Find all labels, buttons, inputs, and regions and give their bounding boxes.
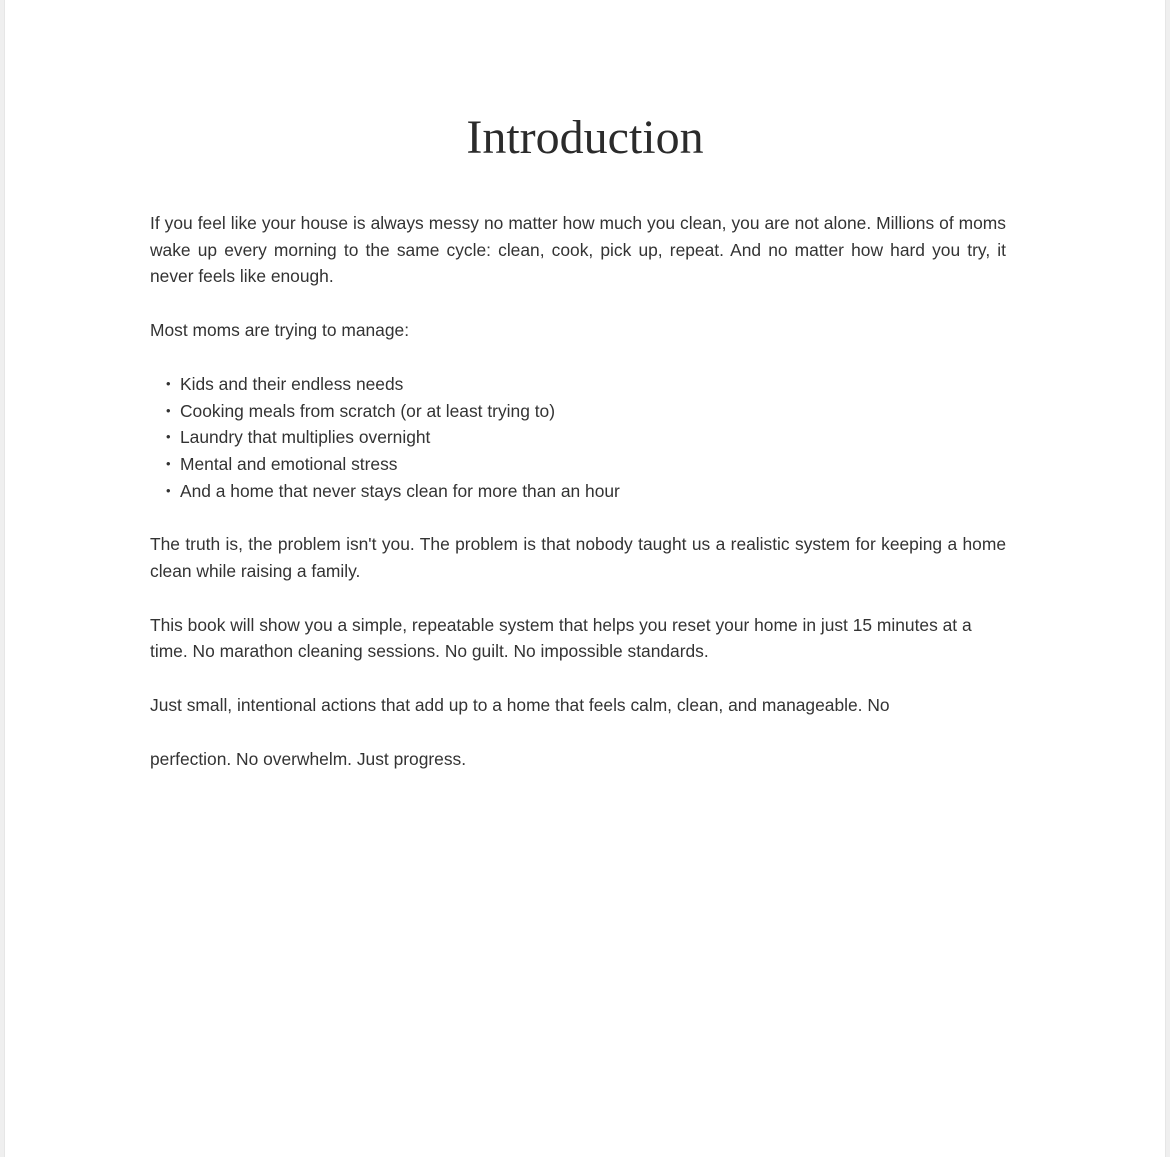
document-page [4, 0, 1166, 1157]
bullet-icon: • [166, 482, 171, 498]
bullet-icon: • [166, 455, 171, 471]
closing-paragraph: perfection. No overwhelm. Just progress. [150, 748, 467, 769]
list-item-text: And a home that never stays clean for more than an hour [180, 480, 620, 501]
list-item-text: Mental and emotional stress [180, 453, 398, 474]
list-item [166, 424, 1006, 451]
small-actions-paragraph: Just small, intentional actions that add up to a home that feels calm, clean, and manageable. No [150, 695, 890, 716]
list-item [166, 451, 1006, 478]
truth-paragraph: The truth is, the problem isn't you. The problem is that nobody taught us a realistic system for keeping a home clean while raising a family. [150, 534, 1006, 582]
list-item [166, 478, 1006, 505]
intro-paragraph: If you feel like your house is always messy no matter how much you clean, you are not alone. Millions of moms wake up every morning to the same cycle: clean, cook, pick up, repeat. And no matter how hard you try, it never feels like enough. [150, 213, 1006, 287]
list-intro-paragraph: Most moms are trying to manage: [150, 320, 410, 341]
list-item [166, 371, 1006, 398]
book-paragraph: This book will show you a simple, repeatable system that helps you reset your home in just 15 minutes at a time. No marathon cleaning sessions. No guilt. No impossible standards. [150, 614, 972, 662]
bullet-icon: • [166, 375, 171, 391]
page-title: Introduction [466, 111, 704, 164]
page-body [150, 210, 1006, 800]
list-item [166, 398, 1006, 425]
list-item-text: Laundry that multiplies overnight [180, 427, 431, 448]
bullet-list [150, 371, 1006, 505]
bullet-icon: • [166, 402, 171, 418]
bullet-icon: • [166, 429, 171, 445]
list-item-text: Kids and their endless needs [180, 373, 404, 394]
list-item-text: Cooking meals from scratch (or at least trying to) [180, 400, 555, 421]
